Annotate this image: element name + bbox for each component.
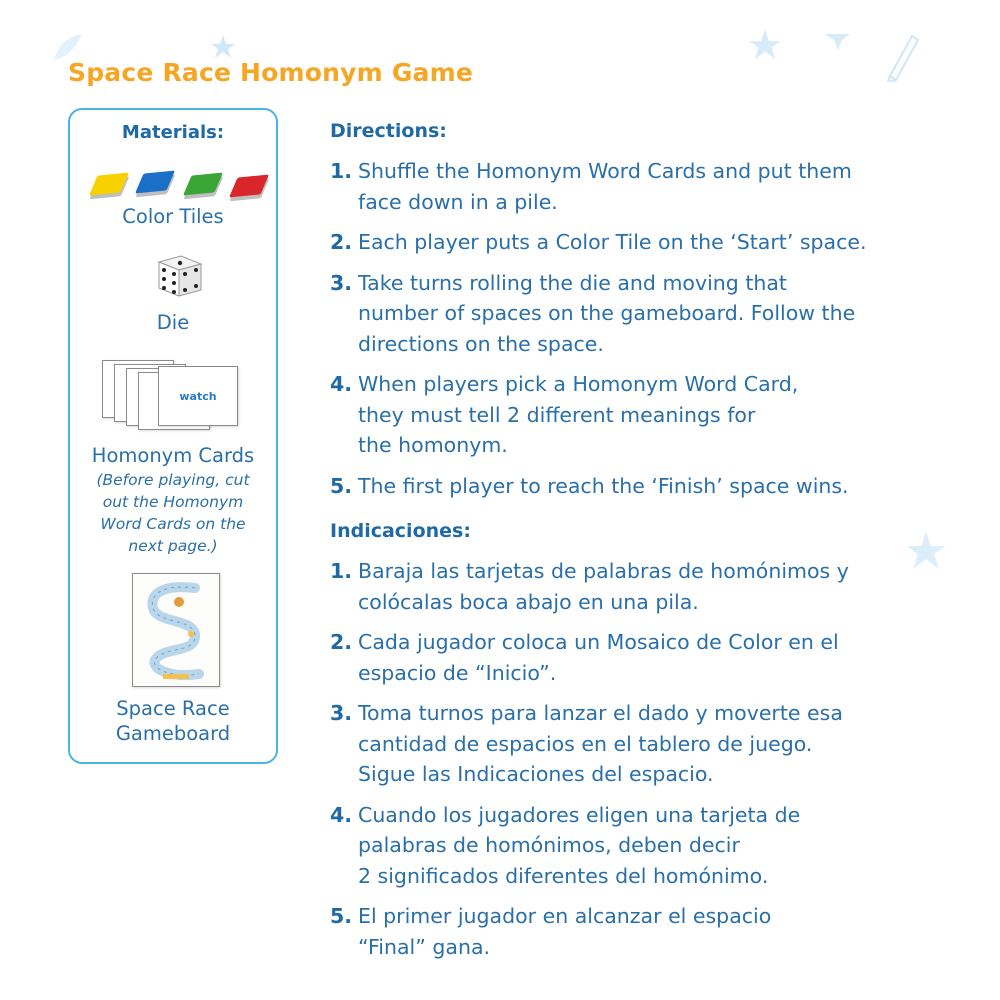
list-item: 4. Cuando los jugadores eligen una tarjeta de palabras de homónimos, deben decir 2 significados diferentes del homónimo. (330, 802, 801, 888)
materials-panel (68, 108, 278, 764)
list-item: 4. When players pick a Homonym Word Card, they must tell 2 different meanings for the homonym. (330, 372, 799, 457)
list-item: 3. Toma turnos para lanzar el dado y moverte esa cantidad de espacios en el tablero de juego. Sigue las Indicaciones del espacio. (330, 701, 843, 786)
star-icon (748, 28, 782, 62)
list-item: 3. Take turns rolling the die and moving that number of spaces on the gameboard. Follow the directions on the space. (330, 270, 856, 356)
indicaciones-list (330, 556, 950, 972)
green-tile (183, 172, 223, 195)
list-item: 5. The first player to reach the ‘Finish’ space wins. (330, 473, 849, 498)
homonym-cards-label: Homonym Cards (91, 444, 255, 467)
card-front (158, 366, 238, 426)
homonym-cards-image (100, 360, 250, 440)
indicaciones-heading: Indicaciones: (330, 520, 471, 542)
gameboard-thumbnail (132, 573, 220, 687)
red-tile (229, 174, 269, 197)
die-label: Die (156, 311, 190, 334)
yellow-tile (89, 172, 129, 195)
list-item: 1. Shuffle the Homonym Word Cards and put them face down in a pile. (330, 159, 852, 214)
list-item: 2. Each player puts a Color Tile on the ‘Start’ space. (330, 230, 867, 254)
list-item: 5. El primer jugador en alcanzar el espacio “Final” gana. (330, 904, 772, 959)
homonym-cards-note: (Before playing, cut out the Homonym Word Cards on the next page.) (96, 471, 250, 555)
materials-heading: Materials: (121, 122, 225, 143)
die-icon (155, 250, 205, 300)
rocket-icon (822, 30, 852, 52)
blue-tile (135, 170, 175, 193)
list-item: 2. Cada jugador coloca un Mosaico de Color en el espacio de “Inicio”. (330, 630, 839, 685)
card-word: watch (179, 389, 217, 403)
pencil-icon (882, 30, 922, 82)
directions-list (330, 156, 950, 511)
color-tiles-label: Color Tiles (122, 205, 224, 228)
directions-heading: Directions: (330, 120, 447, 142)
star-icon (210, 34, 236, 60)
gameboard-label: Space Race Gameboard (115, 697, 231, 745)
color-tiles-image (84, 168, 264, 204)
list-item: 1. Baraja las tarjetas de palabras de homónimos y colócalas boca abajo en una pila. (330, 559, 849, 614)
gameboard-path-icon (133, 574, 219, 686)
page-title: Space Race Homonym Game (68, 58, 474, 87)
